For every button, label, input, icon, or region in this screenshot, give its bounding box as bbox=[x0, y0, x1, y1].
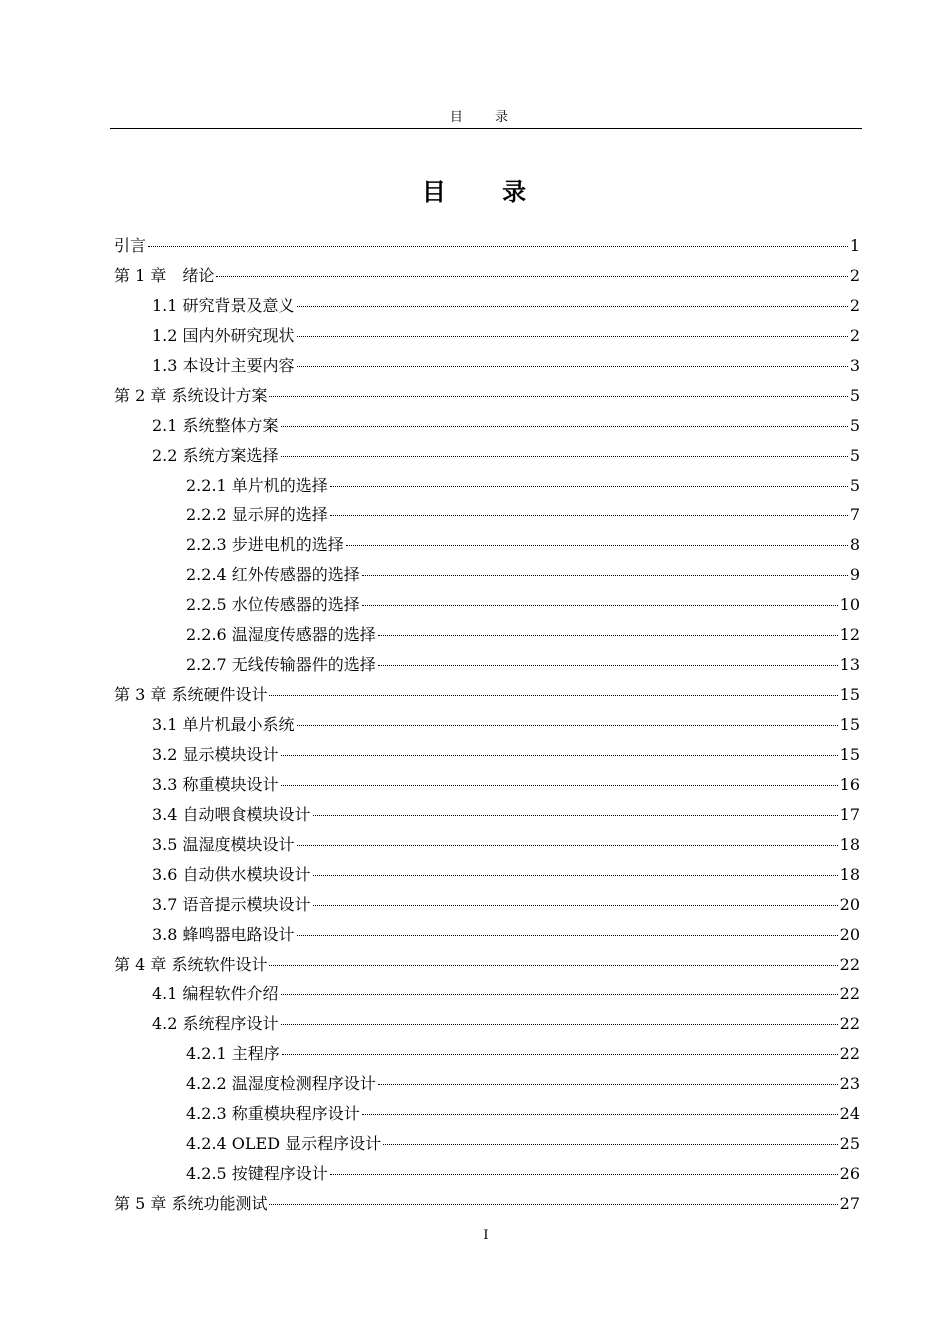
toc-entry-page: 5 bbox=[849, 385, 860, 405]
toc-entry[interactable] bbox=[114, 530, 860, 560]
toc-entry-label: 3.1 单片机最小系统 bbox=[152, 715, 295, 734]
toc-entry[interactable] bbox=[114, 351, 860, 381]
toc-entry-label: 2.2.4 红外传感器的选择 bbox=[186, 565, 360, 585]
toc-entry[interactable] bbox=[114, 1129, 860, 1159]
toc-entry-page: 17 bbox=[839, 804, 860, 824]
toc-entry[interactable] bbox=[114, 860, 860, 890]
toc-dot-leader bbox=[281, 785, 838, 786]
toc-dot-leader bbox=[297, 845, 838, 846]
toc-entry-label: 4.2 系统程序设计 bbox=[152, 1014, 279, 1034]
toc-entry-label: 1.2 国内外研究现状 bbox=[152, 325, 295, 345]
toc-entry-label: 3.6 自动供水模块设计 bbox=[152, 864, 311, 884]
toc-entry-label: 4.2.1 主程序 bbox=[186, 1044, 280, 1064]
toc-entry-page: 15 bbox=[839, 715, 860, 734]
toc-entry-label: 1.1 研究背景及意义 bbox=[152, 295, 295, 315]
toc-entry-page: 5 bbox=[849, 415, 860, 435]
header-rule bbox=[110, 128, 862, 129]
toc-entry-page: 5 bbox=[849, 475, 860, 495]
toc-dot-leader bbox=[297, 935, 838, 936]
toc-entry-label: 3.2 显示模块设计 bbox=[152, 744, 279, 764]
toc-entry[interactable] bbox=[114, 1099, 860, 1129]
toc-dot-leader bbox=[330, 515, 848, 516]
toc-entry-page: 15 bbox=[839, 744, 860, 764]
toc-entry-label: 2.2 系统方案选择 bbox=[152, 445, 279, 465]
toc-dot-leader bbox=[313, 905, 838, 906]
toc-entry[interactable] bbox=[114, 950, 860, 980]
toc-dot-leader bbox=[313, 815, 838, 816]
toc-entry[interactable] bbox=[114, 920, 860, 950]
toc-entry[interactable] bbox=[114, 560, 860, 590]
toc-dot-leader bbox=[313, 875, 838, 876]
toc-entry-label: 第 5 章 系统功能测试 bbox=[114, 1194, 268, 1213]
toc-dot-leader bbox=[269, 965, 837, 966]
toc-entry-page: 3 bbox=[849, 355, 860, 375]
toc-dot-leader bbox=[297, 336, 848, 337]
toc-entry-label: 3.5 温湿度模块设计 bbox=[152, 834, 295, 854]
toc-entry[interactable] bbox=[114, 680, 860, 710]
toc-dot-leader bbox=[297, 725, 838, 726]
toc-entry-label: 第 3 章 系统硬件设计 bbox=[114, 685, 268, 705]
toc-entry-label: 3.3 称重模块设计 bbox=[152, 774, 279, 794]
toc-entry-label: 4.1 编程软件介绍 bbox=[152, 984, 279, 1004]
toc-entry-label: 1.3 本设计主要内容 bbox=[152, 355, 295, 375]
toc-entry-page: 22 bbox=[839, 1014, 860, 1034]
toc-entry[interactable] bbox=[114, 1189, 860, 1219]
toc-dot-leader bbox=[281, 426, 848, 427]
toc-dot-leader bbox=[281, 755, 838, 756]
toc-dot-leader bbox=[282, 1054, 838, 1055]
toc-dot-leader bbox=[362, 1114, 838, 1115]
toc-dot-leader bbox=[362, 575, 848, 576]
toc-dot-leader bbox=[269, 396, 847, 397]
toc-entry-label: 第 4 章 系统软件设计 bbox=[114, 954, 268, 974]
toc-entry-page: 7 bbox=[849, 505, 860, 525]
toc-title: 目 录 bbox=[421, 178, 551, 206]
toc-entry-page: 15 bbox=[839, 685, 860, 705]
toc-dot-leader bbox=[362, 605, 838, 606]
toc-entry[interactable] bbox=[114, 321, 860, 351]
toc-entry[interactable] bbox=[114, 471, 860, 501]
toc-entry[interactable] bbox=[114, 710, 860, 740]
toc-entry-page: 22 bbox=[839, 1044, 860, 1064]
toc-entry[interactable] bbox=[114, 411, 860, 441]
toc-entry[interactable] bbox=[114, 800, 860, 830]
toc-entry-label: 4.2.5 按键程序设计 bbox=[186, 1164, 328, 1184]
page-number: I bbox=[483, 1228, 489, 1243]
toc-entry[interactable] bbox=[114, 1009, 860, 1039]
toc-entry-label: 2.2.6 温湿度传感器的选择 bbox=[186, 625, 376, 645]
toc-entry[interactable] bbox=[114, 441, 860, 471]
toc-entry-page: 24 bbox=[839, 1104, 860, 1124]
toc-dot-leader bbox=[383, 1144, 838, 1145]
toc-entry-page: 8 bbox=[849, 535, 860, 555]
toc-entry[interactable] bbox=[114, 770, 860, 800]
toc-entry[interactable] bbox=[114, 261, 860, 291]
toc-entry-page: 5 bbox=[849, 445, 860, 465]
toc-entry-page: 18 bbox=[839, 864, 860, 884]
toc-entry-label: 2.1 系统整体方案 bbox=[152, 415, 279, 435]
toc-entry-label: 2.2.1 单片机的选择 bbox=[186, 475, 328, 495]
toc-entry[interactable] bbox=[114, 590, 860, 620]
toc-entry-label: 第 1 章 绪论 bbox=[114, 265, 215, 285]
toc-entry-page: 26 bbox=[839, 1164, 860, 1184]
toc-dot-leader bbox=[269, 695, 837, 696]
running-header: 目 录 bbox=[449, 110, 523, 125]
toc-dot-leader bbox=[281, 1024, 838, 1025]
toc-entry-page: 22 bbox=[839, 984, 860, 1004]
toc-entry-label: 4.2.2 温湿度检测程序设计 bbox=[186, 1074, 376, 1094]
toc-entry-label: 2.2.2 显示屏的选择 bbox=[186, 505, 328, 525]
toc-dot-leader bbox=[346, 545, 848, 546]
toc-entry-page: 9 bbox=[849, 565, 860, 585]
toc-dot-leader bbox=[269, 1204, 837, 1205]
toc-dot-leader bbox=[297, 306, 848, 307]
toc-entry-page: 10 bbox=[839, 595, 860, 615]
toc-entry-page: 22 bbox=[839, 954, 860, 974]
toc-entry[interactable] bbox=[114, 1039, 860, 1069]
toc-dot-leader bbox=[378, 635, 838, 636]
toc-dot-leader bbox=[281, 994, 838, 995]
toc-entry-page: 12 bbox=[839, 625, 860, 645]
toc-dot-leader bbox=[281, 456, 848, 457]
toc-dot-leader bbox=[216, 276, 847, 277]
toc-entry-page: 27 bbox=[839, 1194, 860, 1213]
toc-entry[interactable] bbox=[114, 890, 860, 920]
toc-entry-page: 20 bbox=[839, 894, 860, 914]
toc-dot-leader bbox=[148, 246, 848, 247]
toc-entry-page: 1 bbox=[849, 236, 860, 255]
toc-entry[interactable] bbox=[114, 830, 860, 860]
toc-entry-page: 2 bbox=[849, 265, 860, 285]
toc-entry-page: 18 bbox=[839, 834, 860, 854]
toc-entry-label: 4.2.3 称重模块程序设计 bbox=[186, 1104, 360, 1124]
toc-list bbox=[114, 231, 860, 1219]
toc-entry[interactable] bbox=[114, 979, 860, 1009]
toc-entry-label: 第 2 章 系统设计方案 bbox=[114, 385, 268, 405]
toc-entry[interactable] bbox=[114, 1159, 860, 1189]
toc-entry-label: 2.2.5 水位传感器的选择 bbox=[186, 595, 360, 615]
toc-dot-leader bbox=[297, 366, 848, 367]
toc-entry-label: 3.7 语音提示模块设计 bbox=[152, 894, 311, 914]
toc-entry-label: 3.8 蜂鸣器电路设计 bbox=[152, 924, 295, 944]
toc-entry[interactable] bbox=[114, 650, 860, 680]
toc-entry-page: 2 bbox=[849, 325, 860, 345]
toc-entry[interactable] bbox=[114, 381, 860, 411]
toc-entry[interactable] bbox=[114, 231, 860, 261]
toc-dot-leader bbox=[330, 1174, 838, 1175]
toc-entry[interactable] bbox=[114, 740, 860, 770]
toc-entry-label: 引言 bbox=[114, 236, 147, 255]
toc-entry-label: 2.2.3 步进电机的选择 bbox=[186, 535, 344, 555]
toc-entry-label: 3.4 自动喂食模块设计 bbox=[152, 804, 311, 824]
toc-entry-page: 2 bbox=[849, 295, 860, 315]
toc-entry[interactable] bbox=[114, 620, 860, 650]
toc-entry[interactable] bbox=[114, 500, 860, 530]
toc-entry-label: 4.2.4 OLED 显示程序设计 bbox=[186, 1134, 382, 1154]
toc-dot-leader bbox=[378, 665, 838, 666]
toc-entry-page: 20 bbox=[839, 924, 860, 944]
toc-entry[interactable] bbox=[114, 291, 860, 321]
toc-dot-leader bbox=[330, 486, 848, 487]
toc-entry-page: 16 bbox=[839, 774, 860, 794]
toc-dot-leader bbox=[378, 1084, 838, 1085]
toc-entry[interactable] bbox=[114, 1069, 860, 1099]
toc-entry-page: 13 bbox=[839, 655, 860, 675]
toc-entry-page: 25 bbox=[839, 1134, 860, 1154]
toc-entry-label: 2.2.7 无线传输器件的选择 bbox=[186, 655, 376, 675]
toc-entry-page: 23 bbox=[839, 1074, 860, 1094]
